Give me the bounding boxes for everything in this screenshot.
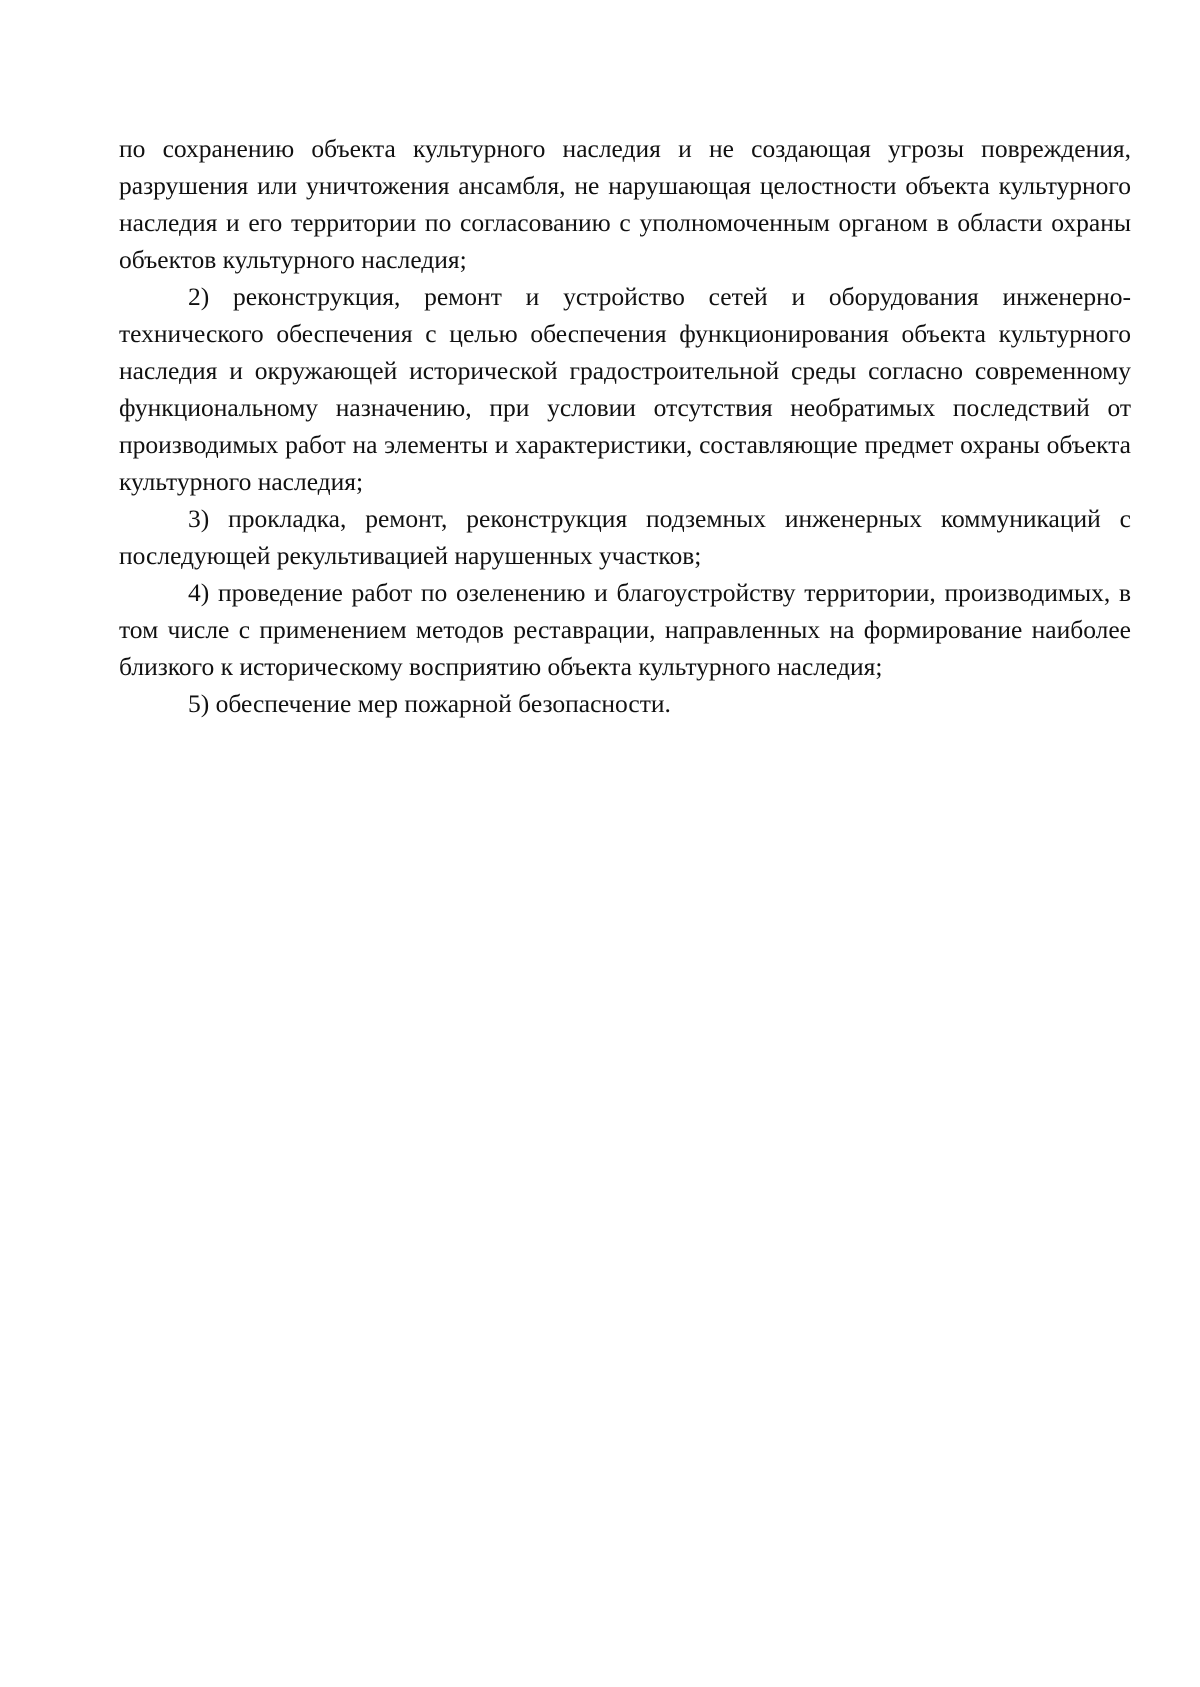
paragraph-item-4: 4) проведение работ по озеленению и благоустройству территории, производимых, в том числе с применением методов реставрации, направленных на формирование наиболее близкого к историческому восприятию объекта культурного наследия;	[119, 578, 1131, 681]
document-body	[119, 130, 1131, 722]
paragraph-item-2: 2) реконструкция, ремонт и устройство сетей и оборудования инженерно-технического обеспечения с целью обеспечения функционирования объекта культурного наследия и окружающей исторической градостроительной среды согласно современному функциональному назначению, при условии отсутствия необратимых последствий от производимых работ на элементы и характеристики, составляющие предмет охраны объекта культурного наследия;	[119, 282, 1131, 496]
paragraph-continuation: по сохранению объекта культурного наследия и не создающая угрозы повреждения, разрушения или уничтожения ансамбля, не нарушающая целостности объекта культурного наследия и его территории по согласованию с уполномоченным органом в области охраны объектов культурного наследия;	[119, 134, 1131, 274]
paragraph-item-5: 5) обеспечение мер пожарной безопасности.	[188, 689, 671, 718]
paragraph-item-3: 3) прокладка, ремонт, реконструкция подземных инженерных коммуникаций с последующей рекультивацией нарушенных участков;	[119, 504, 1131, 570]
